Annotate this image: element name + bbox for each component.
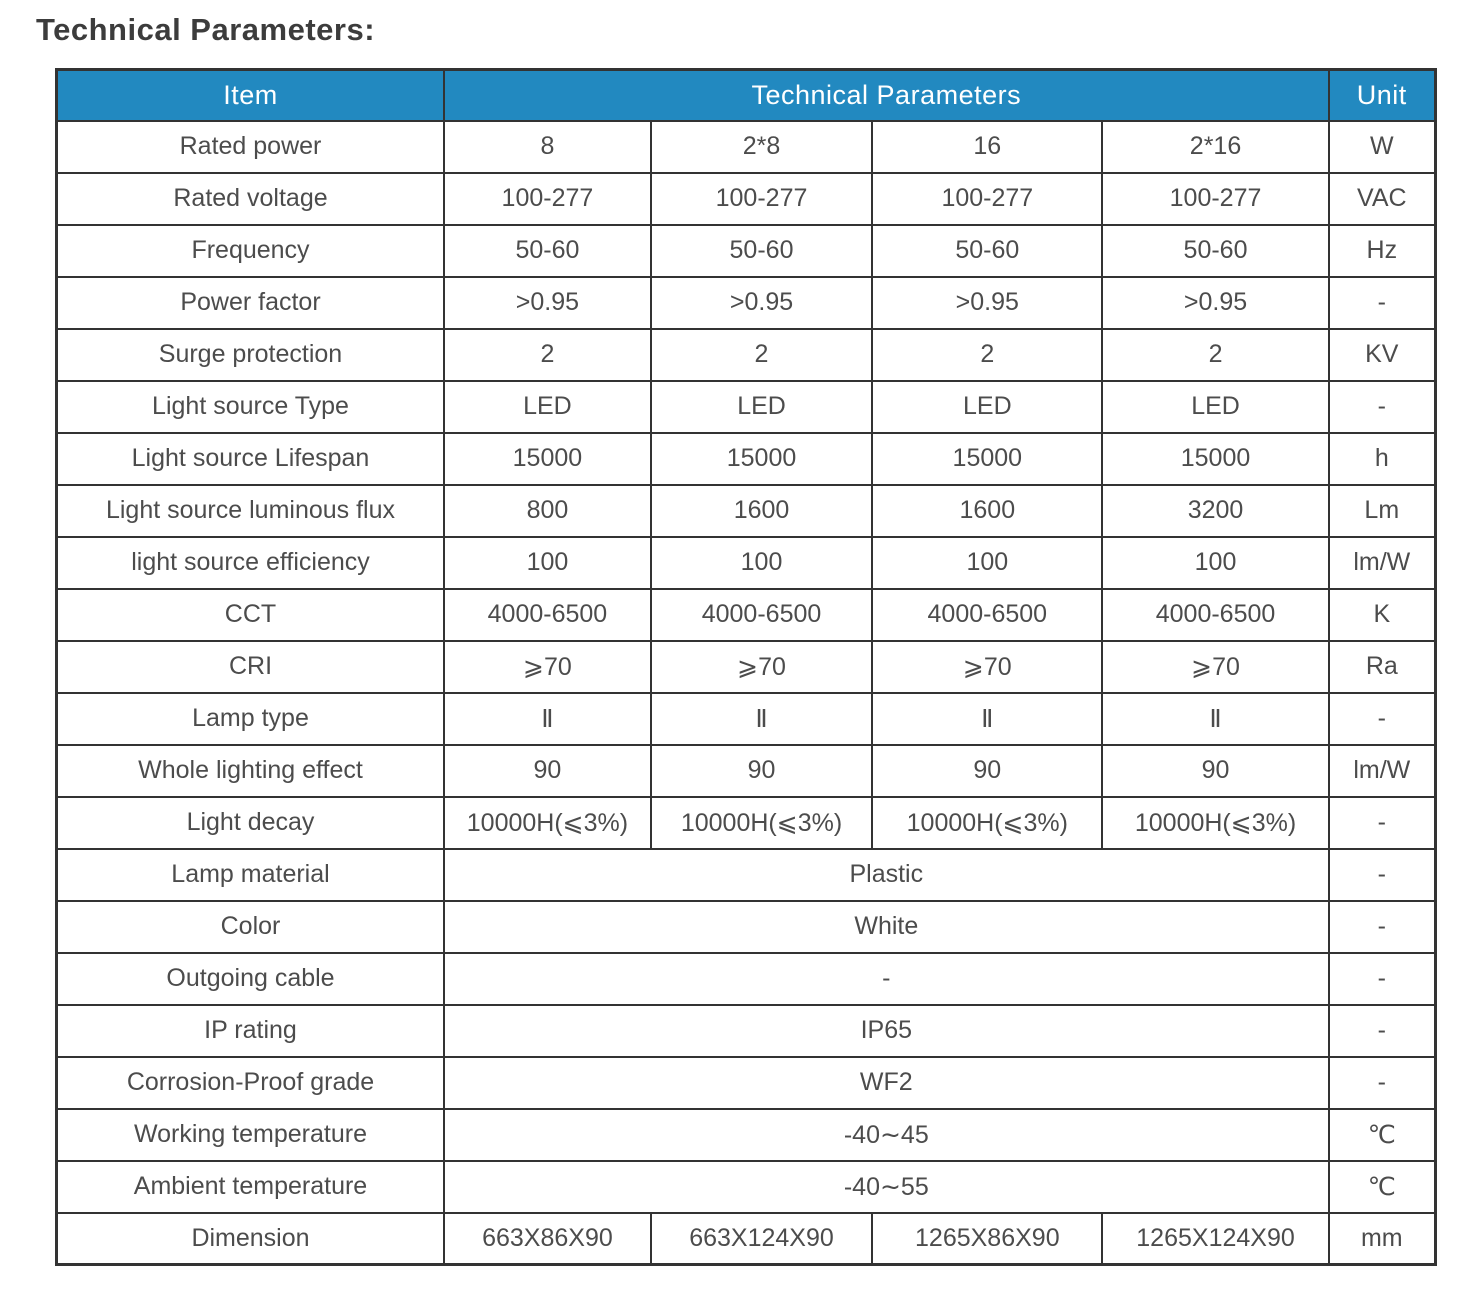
item-cell: Power factor: [57, 277, 445, 329]
item-cell: Light source luminous flux: [57, 485, 445, 537]
table-row-ambient-temperature: [57, 1161, 1436, 1213]
table-row-lamp-material: [57, 849, 1436, 901]
table-row-power-factor: [57, 277, 1436, 329]
value-cell: -40∼45: [444, 1109, 1329, 1161]
value-cell: 800: [444, 485, 651, 537]
table-row-surge-protection: [57, 329, 1436, 381]
unit-cell: VAC: [1329, 173, 1436, 225]
table-header-row: [57, 70, 1436, 121]
unit-cell: ℃: [1329, 1109, 1436, 1161]
item-cell: Lamp type: [57, 693, 445, 745]
table-row-luminous-flux: [57, 485, 1436, 537]
unit-cell: Lm: [1329, 485, 1436, 537]
table-row-light-source-lifespan: [57, 433, 1436, 485]
value-cell: 2: [651, 329, 872, 381]
unit-cell: -: [1329, 277, 1436, 329]
item-cell: Whole lighting effect: [57, 745, 445, 797]
page-title: Technical Parameters:: [36, 12, 376, 47]
value-cell: 10000H(⩽3%): [651, 797, 872, 849]
unit-cell: -: [1329, 1057, 1436, 1109]
value-cell: 10000H(⩽3%): [872, 797, 1102, 849]
unit-cell: W: [1329, 121, 1436, 173]
table-row-whole-lighting-effect: [57, 745, 1436, 797]
item-cell: Surge protection: [57, 329, 445, 381]
item-cell: CRI: [57, 641, 445, 693]
unit-cell: -: [1329, 1005, 1436, 1057]
unit-cell: mm: [1329, 1213, 1436, 1265]
value-cell: LED: [444, 381, 651, 433]
value-cell: 50-60: [872, 225, 1102, 277]
item-cell: CCT: [57, 589, 445, 641]
value-cell: Ⅱ: [444, 693, 651, 745]
item-cell: light source efficiency: [57, 537, 445, 589]
item-cell: IP rating: [57, 1005, 445, 1057]
value-cell: 16: [872, 121, 1102, 173]
item-cell: Frequency: [57, 225, 445, 277]
header-unit-cell: Unit: [1329, 70, 1436, 121]
table-row-rated-voltage: [57, 173, 1436, 225]
value-cell: 4000-6500: [872, 589, 1102, 641]
value-cell: >0.95: [872, 277, 1102, 329]
item-cell: Light source Lifespan: [57, 433, 445, 485]
value-cell: 15000: [651, 433, 872, 485]
value-cell: ⩾70: [1102, 641, 1328, 693]
value-cell: 1600: [651, 485, 872, 537]
value-cell: Ⅱ: [1102, 693, 1328, 745]
value-cell: 100: [872, 537, 1102, 589]
item-cell: Rated power: [57, 121, 445, 173]
value-cell: Plastic: [444, 849, 1329, 901]
unit-cell: lm/W: [1329, 537, 1436, 589]
table-row-color: [57, 901, 1436, 953]
value-cell: >0.95: [1102, 277, 1328, 329]
table-row-working-temperature: [57, 1109, 1436, 1161]
value-cell: 90: [872, 745, 1102, 797]
unit-cell: -: [1329, 693, 1436, 745]
value-cell: 2: [1102, 329, 1328, 381]
value-cell: Ⅱ: [651, 693, 872, 745]
value-cell: LED: [1102, 381, 1328, 433]
item-cell: Working temperature: [57, 1109, 445, 1161]
value-cell: ⩾70: [872, 641, 1102, 693]
item-cell: Color: [57, 901, 445, 953]
value-cell: 1265X124X90: [1102, 1213, 1328, 1265]
value-cell: 90: [651, 745, 872, 797]
value-cell: 4000-6500: [1102, 589, 1328, 641]
value-cell: 2: [872, 329, 1102, 381]
table-row-rated-power: [57, 121, 1436, 173]
value-cell: 50-60: [1102, 225, 1328, 277]
table-row-corrosion-proof-grade: [57, 1057, 1436, 1109]
value-cell: 1600: [872, 485, 1102, 537]
table-row-outgoing-cable: [57, 953, 1436, 1005]
table-row-cct: [57, 589, 1436, 641]
unit-cell: lm/W: [1329, 745, 1436, 797]
value-cell: 10000H(⩽3%): [444, 797, 651, 849]
value-cell: ⩾70: [444, 641, 651, 693]
value-cell: >0.95: [651, 277, 872, 329]
unit-cell: h: [1329, 433, 1436, 485]
value-cell: 15000: [444, 433, 651, 485]
value-cell: 50-60: [651, 225, 872, 277]
value-cell: 4000-6500: [444, 589, 651, 641]
unit-cell: -: [1329, 901, 1436, 953]
value-cell: WF2: [444, 1057, 1329, 1109]
unit-cell: Ra: [1329, 641, 1436, 693]
table-row-light-decay: [57, 797, 1436, 849]
value-cell: 2*8: [651, 121, 872, 173]
table-row-light-source-type: [57, 381, 1436, 433]
value-cell: 100-277: [872, 173, 1102, 225]
value-cell: -: [444, 953, 1329, 1005]
value-cell: IP65: [444, 1005, 1329, 1057]
value-cell: -40∼55: [444, 1161, 1329, 1213]
table-row-ip-rating: [57, 1005, 1436, 1057]
value-cell: 50-60: [444, 225, 651, 277]
value-cell: 2*16: [1102, 121, 1328, 173]
value-cell: LED: [651, 381, 872, 433]
table-row-cri: [57, 641, 1436, 693]
value-cell: 90: [444, 745, 651, 797]
item-cell: Lamp material: [57, 849, 445, 901]
item-cell: Outgoing cable: [57, 953, 445, 1005]
value-cell: 100: [444, 537, 651, 589]
table-row-frequency: [57, 225, 1436, 277]
unit-cell: Hz: [1329, 225, 1436, 277]
table-row-light-source-efficiency: [57, 537, 1436, 589]
value-cell: 100: [1102, 537, 1328, 589]
unit-cell: -: [1329, 953, 1436, 1005]
value-cell: Ⅱ: [872, 693, 1102, 745]
value-cell: 15000: [872, 433, 1102, 485]
unit-cell: -: [1329, 381, 1436, 433]
value-cell: ⩾70: [651, 641, 872, 693]
value-cell: >0.95: [444, 277, 651, 329]
unit-cell: K: [1329, 589, 1436, 641]
value-cell: LED: [872, 381, 1102, 433]
unit-cell: -: [1329, 849, 1436, 901]
item-cell: Corrosion-Proof grade: [57, 1057, 445, 1109]
item-cell: Rated voltage: [57, 173, 445, 225]
unit-cell: -: [1329, 797, 1436, 849]
item-cell: Light source Type: [57, 381, 445, 433]
item-cell: Dimension: [57, 1213, 445, 1265]
value-cell: 2: [444, 329, 651, 381]
value-cell: 90: [1102, 745, 1328, 797]
unit-cell: KV: [1329, 329, 1436, 381]
value-cell: 15000: [1102, 433, 1328, 485]
value-cell: 10000H(⩽3%): [1102, 797, 1328, 849]
value-cell: 100-277: [444, 173, 651, 225]
value-cell: 4000-6500: [651, 589, 872, 641]
header-item-cell: Item: [57, 70, 445, 121]
value-cell: 663X124X90: [651, 1213, 872, 1265]
value-cell: 100: [651, 537, 872, 589]
value-cell: 100-277: [1102, 173, 1328, 225]
value-cell: 1265X86X90: [872, 1213, 1102, 1265]
value-cell: 3200: [1102, 485, 1328, 537]
unit-cell: ℃: [1329, 1161, 1436, 1213]
table-row-lamp-type: [57, 693, 1436, 745]
value-cell: 8: [444, 121, 651, 173]
item-cell: Ambient temperature: [57, 1161, 445, 1213]
value-cell: White: [444, 901, 1329, 953]
item-cell: Light decay: [57, 797, 445, 849]
value-cell: 100-277: [651, 173, 872, 225]
header-parameters-cell: Technical Parameters: [444, 70, 1329, 121]
value-cell: 663X86X90: [444, 1213, 651, 1265]
technical-parameters-table: [55, 68, 1437, 1266]
table-row-dimension: [57, 1213, 1436, 1265]
